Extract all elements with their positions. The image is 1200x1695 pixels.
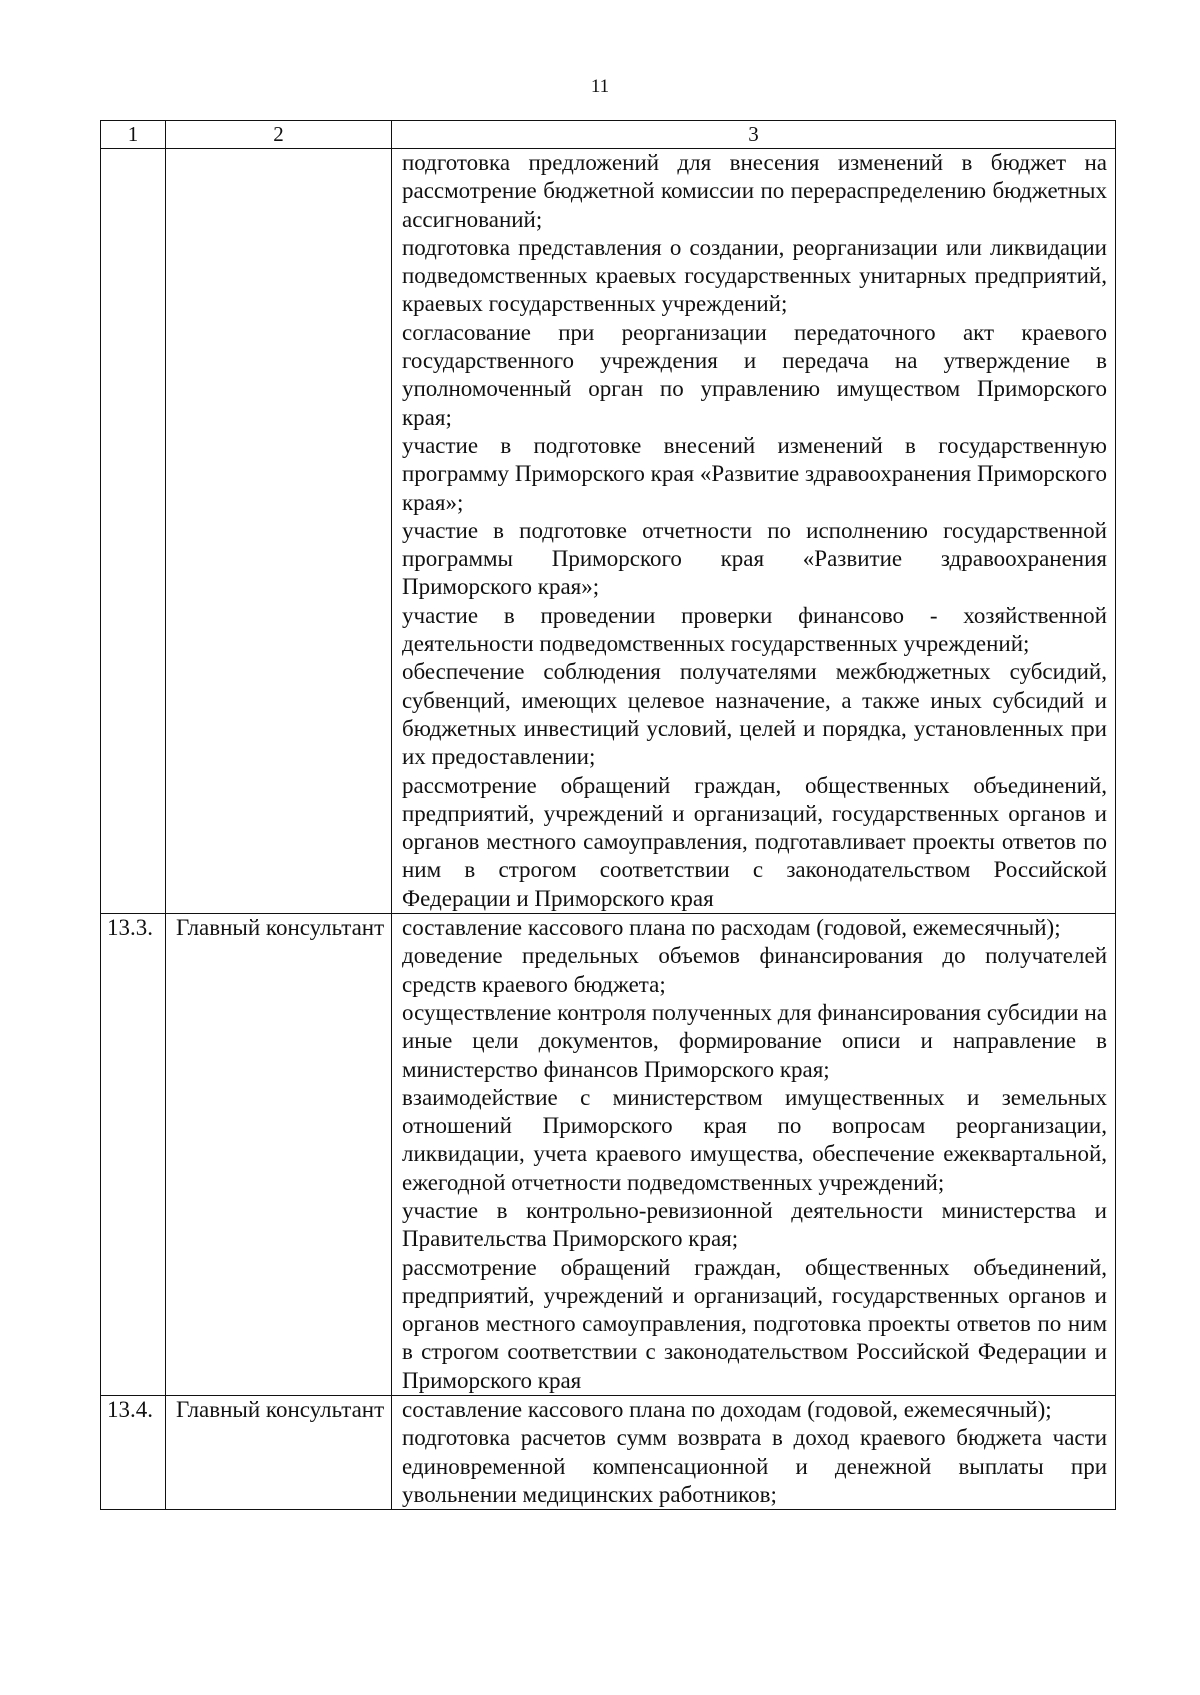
position-title: Главный консультант <box>166 914 392 1396</box>
table-row <box>101 149 1116 914</box>
duty-item: составление кассового плана по доходам (годовой, ежемесячный); <box>402 1397 1052 1423</box>
duty-item: участие в подготовке отчетности по исполнению государственной программы Приморского края «Развитие здравоохранения Приморского края»; <box>402 517 1107 600</box>
table-row <box>101 914 1116 1396</box>
duty-item: участие в контрольно-ревизионной деятельности министерства и Правительства Приморского края; <box>402 1197 1107 1252</box>
row-number: 13.3. <box>101 914 166 1396</box>
column-header-1: 1 <box>101 121 166 149</box>
duty-item: взаимодействие с министерством имущественных и земельных отношений Приморского края по вопросам реорганизации, ликвидации, учета краевого имущества, обеспечение ежеквартальной, ежегодной отчетности подведомственных учреждений; <box>402 1084 1107 1195</box>
duty-item: обеспечение соблюдения получателями межбюджетных субсидий, субвенций, имеющих целевое назначение, а также иных субсидий и бюджетных инвестиций условий, целей и порядка, установленных при их предоставлении; <box>402 659 1107 770</box>
table-row <box>101 1396 1116 1510</box>
duties-table <box>100 120 1116 1510</box>
duty-item: рассмотрение обращений граждан, общественных объединений, предприятий, учреждений и организаций, государственных органов и органов местного самоуправления, подготовка проекты ответов по ним в строгом соответствии с законодательством Российской Федерации и Приморского края <box>402 1254 1107 1393</box>
table-header-row <box>101 121 1116 149</box>
duty-item: подготовка расчетов сумм возврата в доход краевого бюджета части единовременной компенсационной и денежной выплаты при увольнении медицинских работников; <box>402 1425 1107 1507</box>
duty-item: участие в подготовке внесений изменений в государственную программу Приморского края «Развитие здравоохранения Приморского края»; <box>402 432 1107 515</box>
column-header-3: 3 <box>392 121 1116 149</box>
duty-item: осуществление контроля полученных для финансирования субсидии на иные цели документов, формирование описи и направление в министерство финансов Приморского края; <box>402 999 1107 1082</box>
page-number: 11 <box>590 76 610 97</box>
duty-item: подготовка представления о создании, реорганизации или ликвидации подведомственных краевых государственных унитарных предприятий, краевых государственных учреждений; <box>402 234 1107 317</box>
duty-item: составление кассового плана по расходам (годовой, ежемесячный); <box>402 915 1061 941</box>
duty-item: доведение предельных объемов финансирования до получателей средств краевого бюджета; <box>402 943 1107 997</box>
duty-item: подготовка предложений для внесения изменений в бюджет на рассмотрение бюджетной комиссии по перераспределению бюджетных ассигнований; <box>402 150 1107 232</box>
duty-item: участие в проведении проверки финансово - хозяйственной деятельности подведомственных государственных учреждений; <box>402 602 1107 657</box>
duties-cell <box>392 149 1116 914</box>
column-header-2: 2 <box>166 121 392 149</box>
position-title <box>166 149 392 914</box>
position-title: Главный консультант <box>166 1396 392 1510</box>
row-number <box>101 149 166 914</box>
duty-item: согласование при реорганизации передаточного акт краевого государственного учреждения и передача на утверждение в уполномоченный орган по управлению имуществом Приморского края; <box>402 319 1107 430</box>
row-number: 13.4. <box>101 1396 166 1510</box>
table-body <box>101 149 1116 1510</box>
duty-item: рассмотрение обращений граждан, общественных объединений, предприятий, учреждений и организаций, государственных органов и органов местного самоуправления, подготавливает проекты ответов по ним в строгом соответствии с законодательством Российской Федерации и Приморского края <box>402 772 1107 911</box>
duties-cell <box>392 1396 1116 1510</box>
duties-cell <box>392 914 1116 1396</box>
